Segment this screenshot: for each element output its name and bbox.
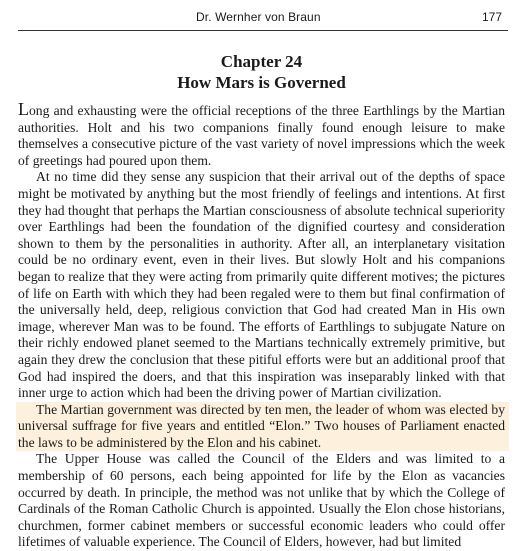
paragraph-1 — [18, 101, 505, 169]
paragraph-1-text: ong and exhausting were the official receptions of the three Earthlings by the Martian authorities. Holt and his two companions finally found enough leisure to make themselves a consecutive picture of the vast variety of novel impressions which the week of greetings had poured upon them. — [18, 103, 505, 168]
paragraph-2: At no time did they sense any suspicion that their arrival out of the depths of space might be motivated by anything but the most friendly of feelings and intentions. At first they had thought that perhaps the Martian consciousness of absolute technical superiority over Earthlings had been the foundation of the dignified courtesy and consideration shown to them by the personalities in authority. After all, an interplanetary visitation could be no ordinary event, even in their lives. But slowly Holt and his companions began to realize that they were acting from primarily quite different motives; the pictures of life on Earth with which they had been regaled were to them but final confirmation of the universally held, deep, religious conviction that God had created Man in His own image, wherever Man was to be found. The efforts of Earthlings to subjugate Nature on their richly endowed planet seemed to the Martians technically extremely primitive, but again they drew the conclusion that these pitiful efforts were but an additional proof that God had inspired the doers, and that this inspiration was inseparably linked with that inner urge to action which had been the driving power of Martian civilization. — [18, 169, 505, 401]
header-rule — [18, 30, 508, 31]
body-text — [18, 101, 505, 551]
page-number: 177 — [482, 10, 503, 24]
running-head-author: Dr. Wernher von Braun — [196, 10, 321, 24]
page-header — [0, 0, 523, 31]
chapter-title: How Mars is Governed — [177, 73, 346, 92]
drop-cap: L — [18, 99, 29, 119]
paragraph-4: The Upper House was called the Council of the Elders and was limited to a membership of 60 persons, each being appointed for life by the Elon as vacancies occurred by death. In principle, the method was not unlike that by which the College of Cardinals of the Roman Catholic Church is appointed. Usually the Elon chose historians, churchmen, former cabinet members or successful economic leaders who could offer lifetimes of valuable experience. The Council of Elders, however, had but limited — [18, 451, 505, 550]
paragraph-3-highlighted: The Martian government was directed by ten men, the leader of whom was elected by universal suffrage for five years and entitled “Elon.” Two houses of Parliament enacted the laws to be administered by the Elon and his cabinet. — [16, 402, 509, 452]
chapter-number: Chapter 24 — [220, 52, 303, 71]
